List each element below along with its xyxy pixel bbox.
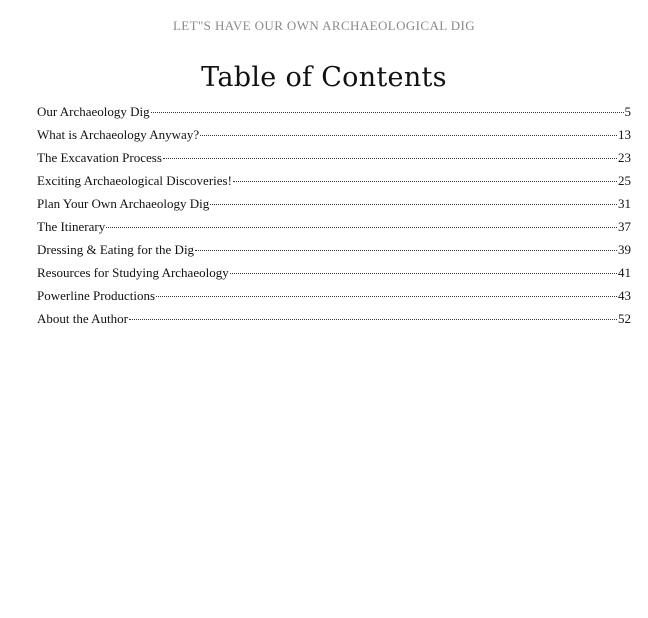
dot-leader [210,204,617,205]
dot-leader [163,158,617,159]
toc-entry-page-number: 5 [624,104,631,119]
dot-leader [106,227,617,228]
toc-entry-page-number: 39 [618,242,631,257]
toc-entry-page-number: 37 [618,219,631,234]
toc-entry[interactable] [37,241,631,264]
toc-entry-page-number: 31 [618,196,631,211]
toc-entry-page-number: 52 [618,311,631,326]
toc-entry-label: Dressing & Eating for the Dig [37,242,195,257]
dot-leader [156,296,617,297]
dot-leader [151,112,624,113]
toc-entry-label: Plan Your Own Archaeology Dig [37,196,210,211]
toc-entry[interactable] [37,310,631,333]
dot-leader [230,273,617,274]
toc-entry-page-number: 25 [618,173,631,188]
toc-entry-page-number: 23 [618,150,631,165]
toc-entry-page-number: 43 [618,288,631,303]
toc-entry[interactable] [37,264,631,287]
running-header: LET"S HAVE OUR OWN ARCHAEOLOGICAL DIG [172,18,476,33]
toc-entry-label: The Itinerary [37,219,106,234]
toc-entry-page-number: 41 [618,265,631,280]
dot-leader [129,319,617,320]
toc-entry[interactable] [37,195,631,218]
toc-entry-label: Our Archaeology Dig [37,104,150,119]
toc-entry-label: What is Archaeology Anyway? [37,127,200,142]
dot-leader [233,181,617,182]
toc-entry[interactable] [37,149,631,172]
toc-entry[interactable] [37,126,631,149]
toc-entry[interactable] [37,287,631,310]
toc-entry-label: About the Author [37,311,128,326]
toc-entry-label: Resources for Studying Archaeology [37,265,229,280]
toc-entry-label: Exciting Archaeological Discoveries! [37,173,232,188]
toc-entry[interactable] [37,172,631,195]
toc-list [37,103,631,333]
toc-entry-page-number: 13 [618,127,631,142]
toc-entry-label: The Excavation Process [37,150,162,165]
dot-leader [200,135,617,136]
page-title: Table of Contents [201,62,447,93]
toc-entry[interactable] [37,218,631,241]
toc-entry-label: Powerline Productions [37,288,156,303]
dot-leader [195,250,617,251]
toc-entry[interactable] [37,103,631,126]
